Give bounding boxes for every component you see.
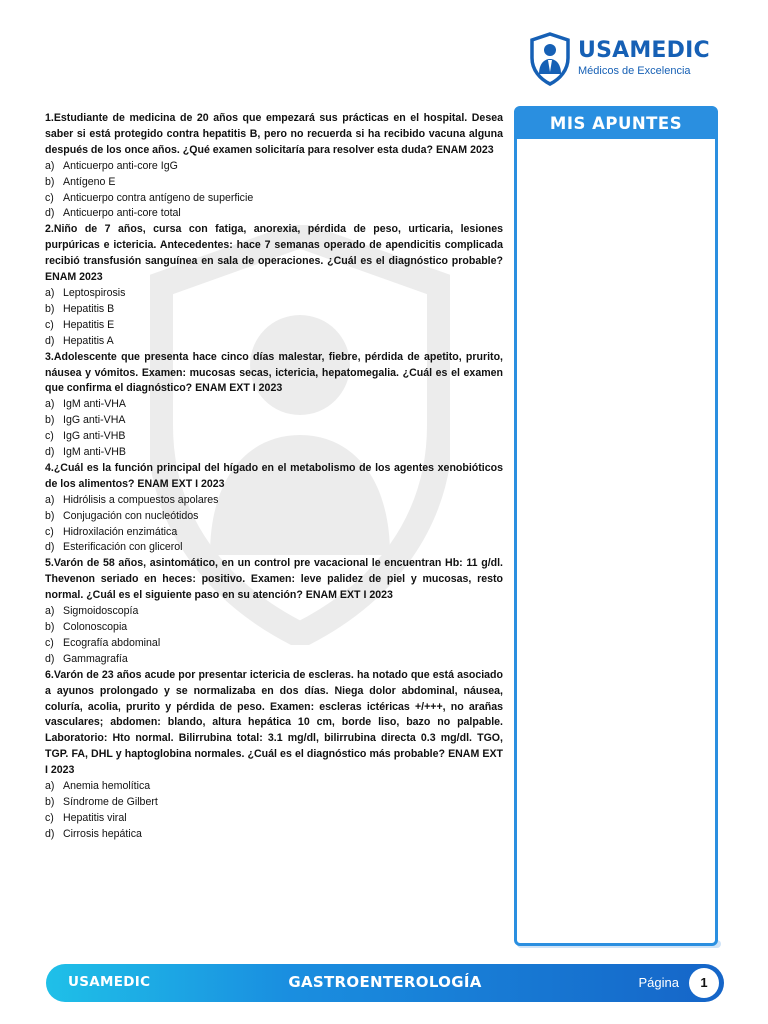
answer-option [45,636,503,652]
page-footer [46,964,724,1002]
question-block [45,668,503,843]
answer-option [45,206,503,222]
option-text: Hepatitis B [63,302,115,315]
option-text: Ecografía abdominal [63,636,161,649]
option-letter: b) [45,509,55,522]
option-letter: c) [45,318,54,331]
question-stem: 2.Niño de 7 años, cursa con fatiga, anorexia, pérdida de peso, urticaria, lesiones purpúricas e ictericia. Antecedentes: hace 7 semanas operado de apendicitis complicada recibió transfusión sanguínea en sala de operaciones. ¿Cuál es el diagnóstico probable? ENAM 2023 [45,223,503,284]
answer-option [45,413,503,429]
option-letter: c) [45,525,54,538]
option-letter: c) [45,191,54,204]
question-block [45,111,503,222]
option-text: IgG anti-VHA [63,414,126,427]
option-letter: c) [45,636,54,649]
question-stem: 4.¿Cuál es la función principal del hígado en el metabolismo de los agentes xenobióticos de los alimentos? ENAM EXT I 2023 [45,461,503,490]
answer-option [45,302,503,318]
question-block [45,461,503,556]
option-text: Colonoscopia [63,621,128,633]
option-text: Leptospirosis [63,286,126,299]
option-letter: d) [45,446,55,459]
doctor-shield-icon [528,32,572,86]
option-text: Hidrólisis a compuestos apolares [63,493,219,506]
option-text: Hepatitis E [63,318,115,331]
answer-option [45,652,503,668]
option-letter: d) [45,334,55,347]
footer-page-number: 1 [689,968,719,998]
answer-option [45,445,503,461]
question-block [45,222,503,349]
option-text: Síndrome de Gilbert [63,795,158,808]
answer-option [45,159,503,175]
option-text: Esterificación con glicerol [63,541,183,554]
answer-option [45,540,503,556]
answer-option [45,429,503,445]
option-letter: a) [45,159,55,172]
option-text: Anticuerpo anti-core total [63,207,181,220]
option-letter: c) [45,430,54,443]
answer-option [45,811,503,827]
notes-panel [514,106,718,946]
option-letter: a) [45,493,55,506]
option-letter: b) [45,414,55,427]
answer-option [45,509,503,525]
option-text: IgM anti-VHA [63,398,126,411]
option-letter: b) [45,795,55,808]
question-stem: 6.Varón de 23 años acude por presentar ictericia de escleras. ha notado que está asociado a ayunos prolongado y se normalizaba en dos días. Niega dolor abdominal, náusea, coluría, acolia, prurito y pérdida de peso. Examen: escleras ictéricas +/+++, no arañas vasculares; abdomen: blando, altura hepática 10 cm, borde liso, bazo no palpable. Laboratorio: Hto normal. Bilirrubina total: 3.1 mg/dl, bilirrubina directa 0.3 mg/dl. TGO, TGP. FA, DHL y haptoglobina normales. ¿Cuál es el diagnóstico más probable? ENAM EXT I 2023 [45,668,503,777]
question-stem: 3.Adolescente que presenta hace cinco días malestar, fiebre, pérdida de apetito, prurito, náusea y vómitos. Examen: mucosas secas, ictericia, hepatomegalia. ¿Cuál es el examen que confirma el diagnóstico? ENAM EXT I 2023 [45,350,503,395]
option-letter: a) [45,605,55,618]
brand-tagline: Médicos de Excelencia [578,65,691,77]
answer-option [45,604,503,620]
footer-brand: USAMEDIC [68,974,151,990]
option-text: IgM anti-VHB [63,446,126,459]
option-letter: d) [45,827,55,840]
option-letter: b) [45,302,55,315]
answer-option [45,779,503,795]
option-letter: b) [45,621,55,633]
answer-option [45,318,503,334]
option-letter: a) [45,398,55,411]
option-letter: d) [45,541,55,554]
option-letter: a) [45,780,55,793]
option-text: Hepatitis A [63,334,114,347]
footer-page-label: Página [638,975,679,990]
answer-option [45,397,503,413]
option-letter: d) [45,207,55,220]
answer-option [45,175,503,191]
question-block [45,556,503,667]
option-text: Anticuerpo anti-core IgG [63,159,178,172]
option-letter: c) [45,811,54,824]
option-letter: a) [45,286,55,299]
brand-name: USAMEDIC [578,38,710,63]
answer-option [45,827,503,843]
answer-option [45,620,503,636]
answer-option [45,334,503,350]
option-text: Cirrosis hepática [63,827,142,840]
option-text: IgG anti-VHB [63,430,126,443]
option-text: Conjugación con nucleótidos [63,509,199,522]
option-letter: d) [45,652,55,665]
question-list [45,111,503,843]
option-text: Hidroxilación enzimática [63,525,178,538]
option-text: Anemia hemolítica [63,780,151,793]
option-text: Gammagrafía [63,652,128,665]
question-stem: 5.Varón de 58 años, asintomático, en un control pre vacacional le encuentran Hb: 11 g/dl. Thevenon seriado en heces: positivo. Examen: leve palidez de piel y mucosas, resto normal. ¿Cuál es el siguiente paso en su atención? ENAM EXT I 2023 [45,557,503,602]
option-letter: b) [45,175,55,188]
option-text: Sigmoidoscopía [63,605,139,618]
question-stem: 1.Estudiante de medicina de 20 años que empezará sus prácticas en el hospital. Desea saber si está protegido contra hepatitis B, pero no recuerda si ha recibido vacuna alguna después de los once años. ¿Qué examen solicitaría para resolver esta duda? ENAM 2023 [45,112,503,156]
brand-logo [528,32,708,86]
footer-subject: GASTROENTEROLOGÍA [288,973,482,991]
answer-option [45,525,503,541]
option-text: Hepatitis viral [63,811,127,824]
answer-option [45,493,503,509]
answer-option [45,286,503,302]
answer-option [45,191,503,207]
option-text: Antígeno E [63,175,116,188]
question-block [45,350,503,461]
option-text: Anticuerpo contra antígeno de superficie [63,191,254,204]
notes-title: MIS APUNTES [517,109,715,139]
answer-option [45,795,503,811]
